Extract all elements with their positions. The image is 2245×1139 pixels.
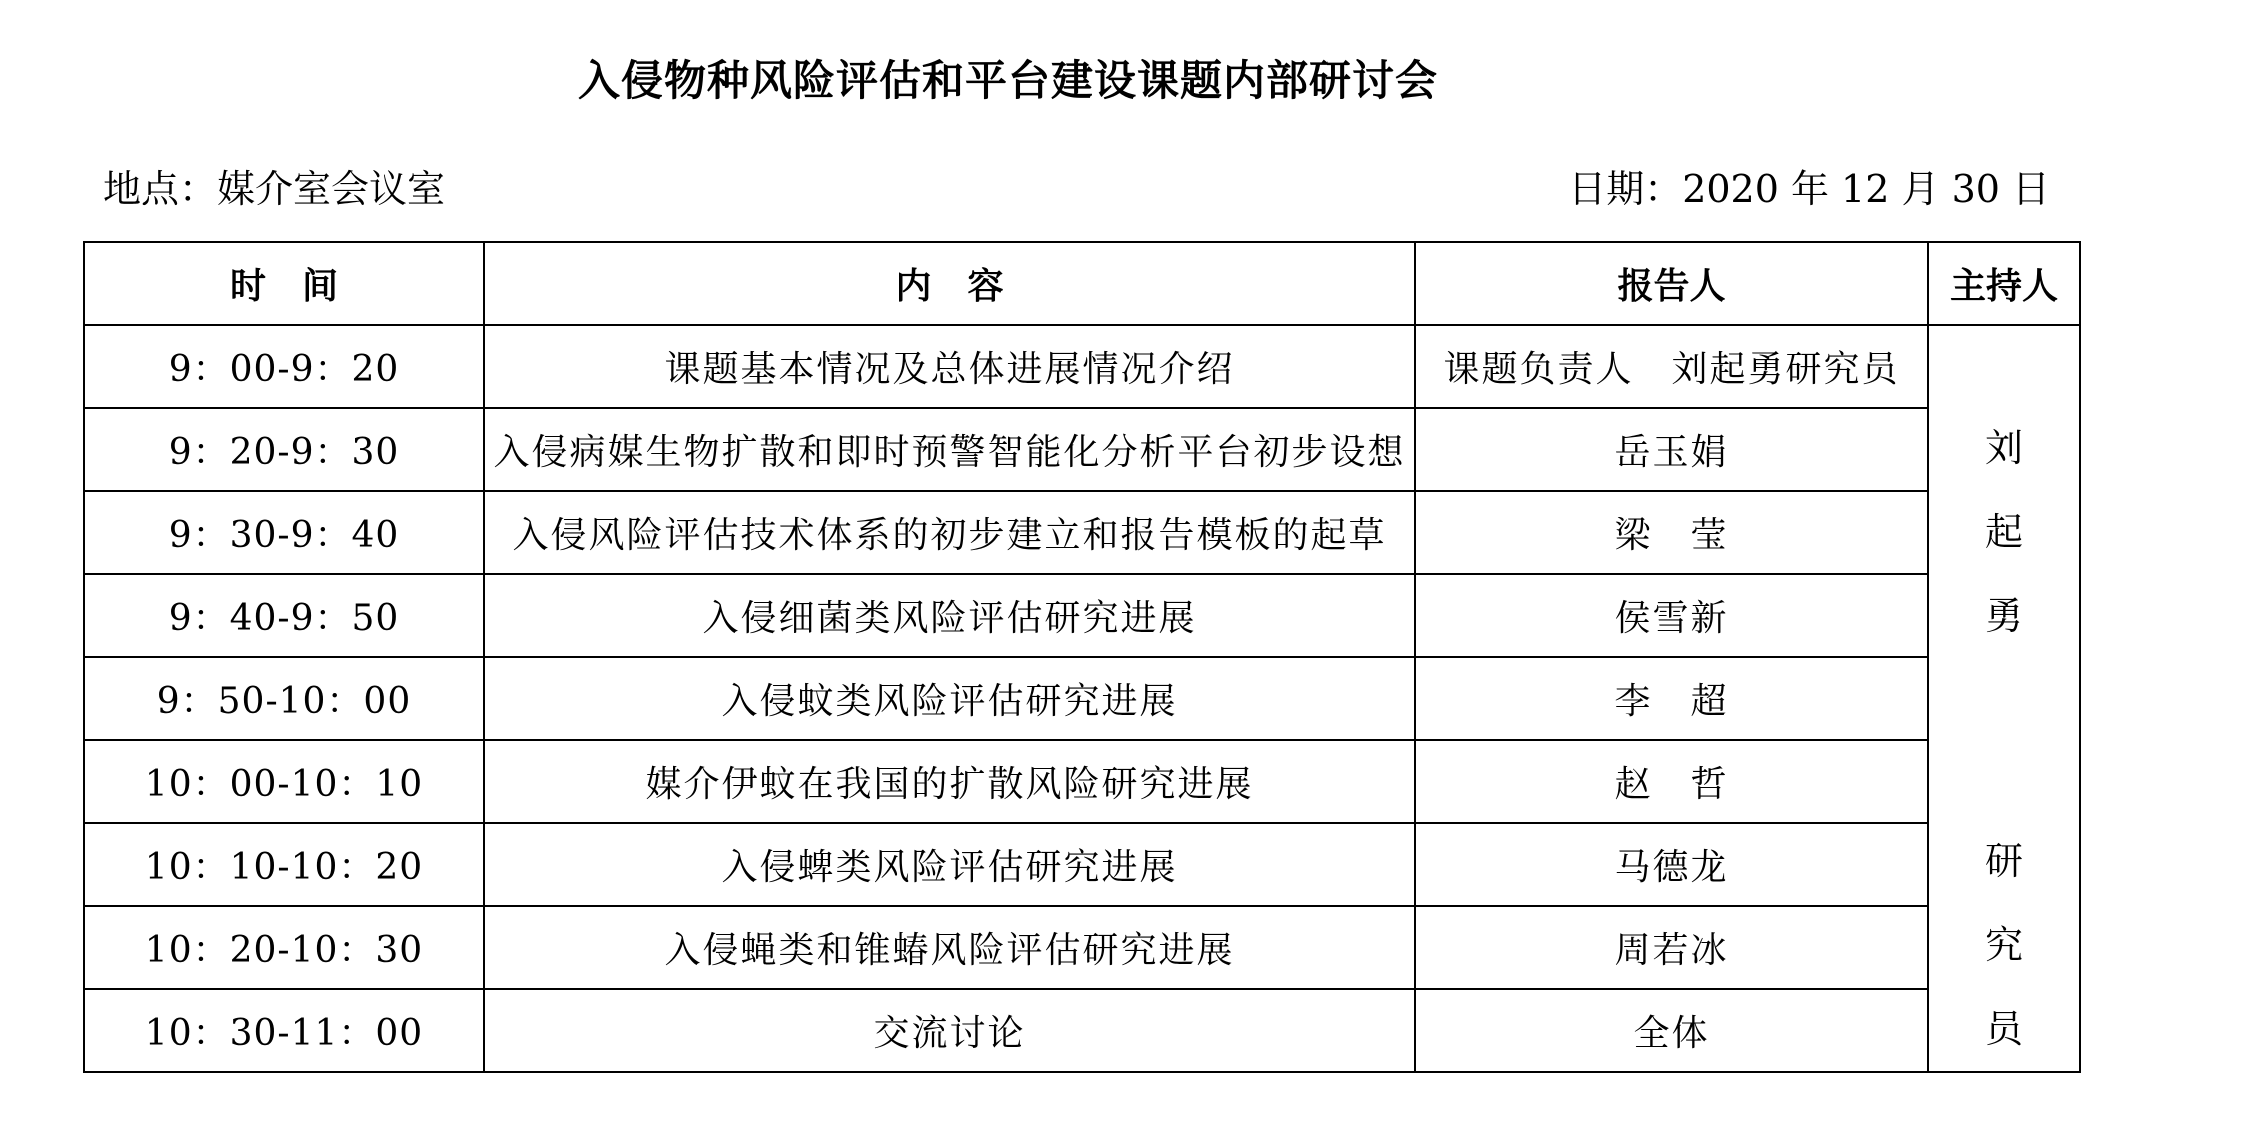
table-row [84, 574, 2080, 657]
table-row [84, 408, 2080, 491]
page-title: 入侵物种风险评估和平台建设课题内部研讨会 [578, 56, 1439, 105]
table-row [84, 657, 2080, 740]
reporter-cell: 全体 [1415, 989, 1928, 1072]
reporter-cell: 岳玉娟 [1415, 408, 1928, 491]
table-row [84, 325, 2080, 408]
reporter-cell: 周若冰 [1415, 906, 1928, 989]
content-cell: 入侵病媒生物扩散和即时预警智能化分析平台初步设想 [484, 408, 1415, 491]
content-cell: 课题基本情况及总体进展情况介绍 [484, 325, 1415, 408]
content-cell: 交流讨论 [484, 989, 1415, 1072]
host-cell [1928, 325, 2080, 1072]
content-cell: 媒介伊蚊在我国的扩散风险研究进展 [484, 740, 1415, 823]
time-cell: 9：50-10：00 [84, 657, 484, 740]
time-cell: 10：20-10：30 [84, 906, 484, 989]
reporter-cell: 课题负责人 刘起勇研究员 [1415, 325, 1928, 408]
header-content: 内 容 [484, 242, 1415, 325]
host-name [1929, 406, 2079, 1071]
reporter-cell: 马德龙 [1415, 823, 1928, 906]
time-cell: 9：20-9：30 [84, 408, 484, 491]
time-cell: 10：30-11：00 [84, 989, 484, 1072]
reporter-cell: 赵 哲 [1415, 740, 1928, 823]
reporter-cell: 梁 莹 [1415, 491, 1928, 574]
content-cell: 入侵蚊类风险评估研究进展 [484, 657, 1415, 740]
time-cell: 10：00-10：10 [84, 740, 484, 823]
header-reporter: 报告人 [1415, 242, 1928, 325]
time-cell: 9：00-9：20 [84, 325, 484, 408]
header-time: 时 间 [84, 242, 484, 325]
header-host: 主持人 [1928, 242, 2080, 325]
host-char: 研 [1984, 839, 2023, 883]
table-row [84, 989, 2080, 1072]
reporter-cell: 李 超 [1415, 657, 1928, 740]
table-header-row [84, 242, 2080, 325]
content-cell: 入侵蜱类风险评估研究进展 [484, 823, 1415, 906]
location-label: 地点：媒介室会议室 [103, 167, 446, 211]
table-row [84, 906, 2080, 989]
table-row [84, 740, 2080, 823]
host-char: 刘 [1984, 426, 2023, 470]
host-char: 究 [1984, 923, 2023, 967]
content-cell: 入侵蝇类和锥蝽风险评估研究进展 [484, 906, 1415, 989]
time-cell: 9：30-9：40 [84, 491, 484, 574]
table-row [84, 491, 2080, 574]
content-cell: 入侵细菌类风险评估研究进展 [484, 574, 1415, 657]
reporter-cell: 侯雪新 [1415, 574, 1928, 657]
table-row [84, 823, 2080, 906]
schedule-table [83, 241, 2081, 1073]
time-cell: 9：40-9：50 [84, 574, 484, 657]
host-char: 起 [1984, 510, 2023, 554]
host-char: 员 [1984, 1007, 2023, 1051]
date-label: 日期：2020 年 12 月 30 日 [1568, 167, 2050, 211]
host-char: 勇 [1984, 594, 2023, 638]
time-cell: 10：10-10：20 [84, 823, 484, 906]
content-cell: 入侵风险评估技术体系的初步建立和报告模板的起草 [484, 491, 1415, 574]
